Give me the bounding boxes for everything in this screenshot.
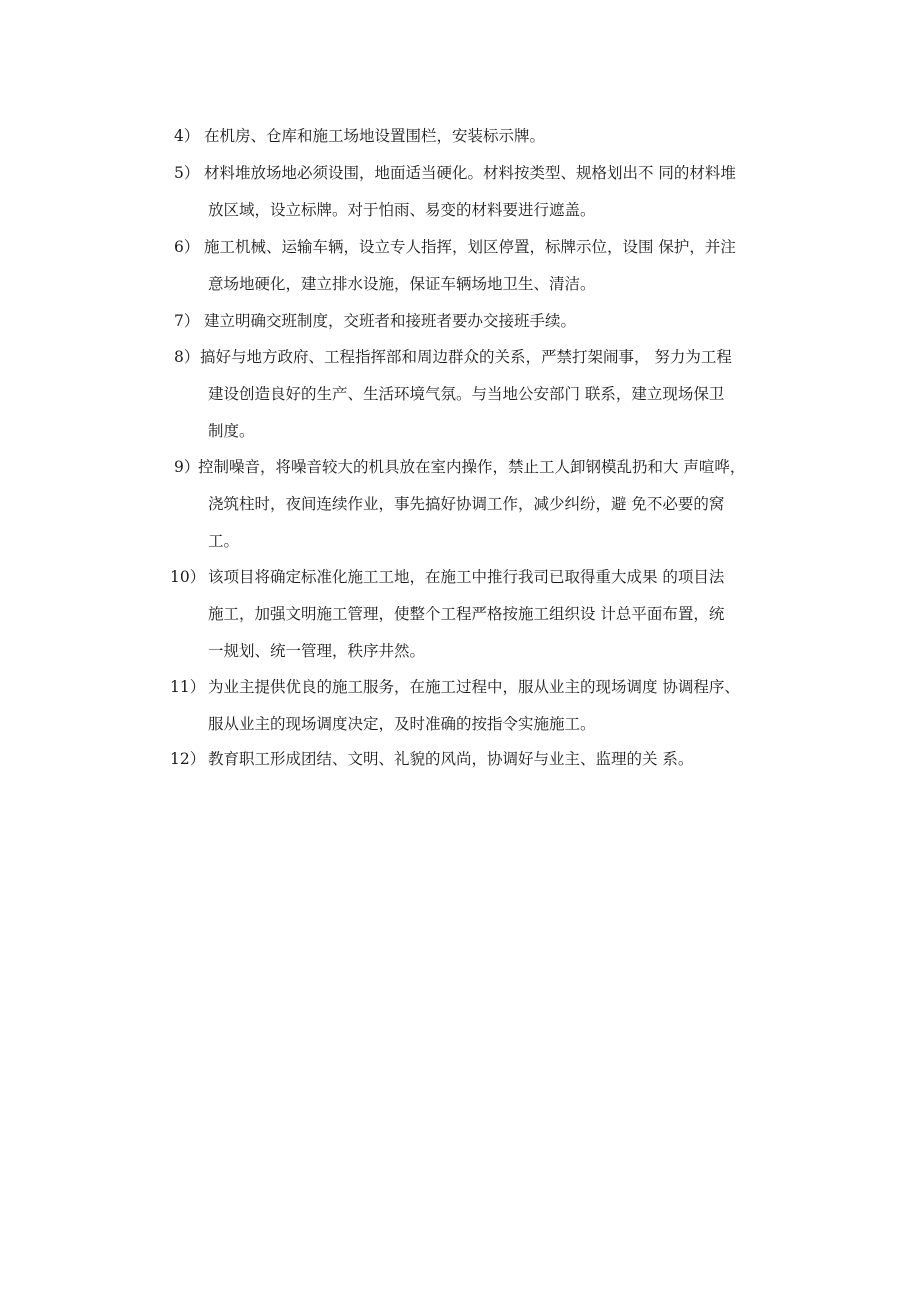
item-text-line: 控制噪音，将噪音较大的机具放在室内操作，禁止工人卸钢模乱扔和大 声喧哗， xyxy=(198,458,746,476)
item-text-line: 建设创造良好的生产、生活环境气氛。与当地公安部门 联系，建立现场保卫 xyxy=(208,385,725,403)
item-text-line: 浇筑柱时，夜间连续作业，事先搞好协调工作，减少纠纷，避 免不必要的窝 xyxy=(208,495,725,513)
item-text-line: 材料堆放场地必须设围，地面适当硬化。材料按类型、规格划出不 同的材料堆 xyxy=(204,164,736,182)
item-text-line: 服从业主的现场调度决定，及时准确的按指令实施施工。 xyxy=(208,715,596,733)
item-number: 12） xyxy=(170,750,206,768)
item-number: 7） xyxy=(174,312,200,330)
item-text-line: 为业主提供优良的施工服务，在施工过程中，服从业主的现场调度 协调程序、 xyxy=(208,678,740,696)
item-text-line: 工。 xyxy=(208,532,240,550)
item-number: 5） xyxy=(174,164,200,182)
item-text-line: 施工机械、运输车辆，设立专人指挥，划区停置，标牌示位，设围 保护，并注 xyxy=(204,238,736,256)
item-text-line: 搞好与地方政府、工程指挥部和周边群众的关系，严禁打架闹事， 努力为工程 xyxy=(200,348,732,366)
item-number: 9） xyxy=(174,458,200,476)
item-text-line: 一规划、统一管理，秩序井然。 xyxy=(208,642,426,660)
item-number: 10） xyxy=(170,568,206,586)
item-number: 11） xyxy=(170,678,206,696)
item-number: 4） xyxy=(174,127,200,145)
item-text-line: 制度。 xyxy=(208,422,255,440)
item-text-line: 该项目将确定标准化施工工地，在施工中推行我司已取得重大成果 的项目法 xyxy=(208,568,725,586)
item-number: 8） xyxy=(174,348,200,366)
item-text-line: 在机房、仓库和施工场地设置围栏，安装标示牌。 xyxy=(204,127,546,145)
item-text-line: 教育职工形成团结、文明、礼貌的风尚，协调好与业主、监理的关 系。 xyxy=(208,750,694,768)
item-text-line: 意场地硬化，建立排水设施，保证车辆场地卫生、清洁。 xyxy=(208,275,596,293)
item-text-line: 放区域，设立标牌。对于怕雨、易变的材料要进行遮盖。 xyxy=(208,201,596,219)
item-text-line: 建立明确交班制度，交班者和接班者要办交接班手续。 xyxy=(204,312,577,330)
item-number: 6） xyxy=(174,238,200,256)
item-text-line: 施工，加强文明施工管理，使整个工程严格按施工组织设 计总平面布置，统 xyxy=(208,605,725,623)
